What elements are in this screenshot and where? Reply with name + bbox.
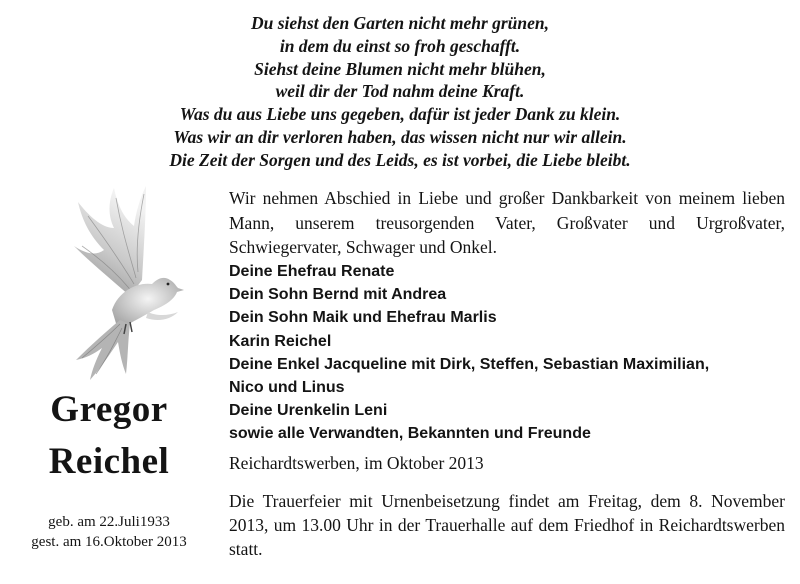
family-line: Deine Ehefrau Renate <box>229 263 395 280</box>
family-line: Deine Urenkelin Leni <box>229 402 388 420</box>
poem-line: Siehst deine Blumen nicht mehr blühen, <box>254 58 546 79</box>
first-name: Gregor <box>50 389 168 430</box>
family-line: Karin Reichel <box>229 332 332 350</box>
family-line: sowie alle Verwandten, Bekannten und Freunde <box>229 425 591 443</box>
family-line: Deine Enkel Jacqueline mit Dirk, Steffen, Sebastian Maximilian, <box>229 355 710 373</box>
poem-line: Was du aus Liebe uns gegeben, dafür ist jeder Dank zu klein. <box>179 104 621 125</box>
family-line: Nico und Linus <box>229 379 345 397</box>
family-line: Dein Sohn Maik und Ehefrau Marlis <box>229 309 497 327</box>
last-name: Reichel <box>48 441 170 482</box>
family-list <box>229 260 789 446</box>
place-date: Reichardtswerben, im Oktober 2013 <box>229 453 484 473</box>
poem <box>120 12 680 172</box>
poem-line: Du siehst den Garten nicht mehr grünen, <box>250 13 550 33</box>
poem-line: Was wir an dir verloren haben, das wissen nicht nur wir allein. <box>173 126 627 147</box>
poem-line: weil dir der Tod nahm deine Kraft. <box>275 81 525 102</box>
poem-line: Die Zeit der Sorgen und des Leids, es ist vorbei, die Liebe bleibt. <box>169 149 631 170</box>
life-dates <box>4 512 214 552</box>
farewell-text: Wir nehmen Abschied in Liebe und großer Dankbarkeit von meinem lieben Mann, unserem treusorgenden Vater, Großvater und Urgroßvater, Schwiegervater, Schwager und Onkel. <box>229 188 785 257</box>
dove-icon <box>52 184 192 384</box>
funeral-info: Die Trauerfeier mit Urnenbeisetzung findet am Freitag, dem 8. November 2013, um 13.00 Uhr in der Trauerhalle auf dem Friedhof in Reichardtswerben statt. <box>229 491 785 559</box>
birth-date: geb. am 22.Juli1933 <box>48 514 170 530</box>
death-date: gest. am 16.Oktober 2013 <box>31 534 187 550</box>
family-line: Dein Sohn Bernd mit Andrea <box>229 286 447 304</box>
poem-line: in dem du einst so froh geschafft. <box>279 35 521 56</box>
